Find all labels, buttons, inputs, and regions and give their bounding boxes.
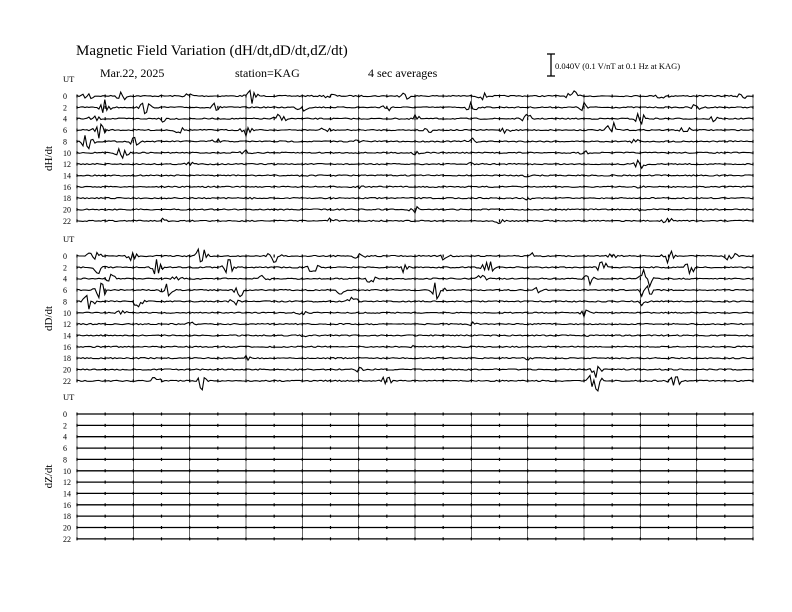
panel-name: dD/dt (43, 305, 55, 331)
hour-label: 20 (63, 365, 71, 375)
hour-label: 14 (63, 331, 71, 341)
hour-label: 12 (63, 478, 71, 488)
ut-label: UT (63, 392, 75, 402)
averaging-label: 4 sec averages (368, 66, 438, 80)
hour-label: 22 (63, 534, 71, 544)
hour-label: 8 (63, 455, 67, 465)
hour-label: 0 (63, 92, 67, 101)
hour-label: 4 (63, 274, 67, 284)
hour-label: 10 (63, 308, 71, 318)
hour-label: 0 (63, 410, 67, 419)
hour-label: 2 (63, 421, 67, 431)
hour-label: 4 (63, 114, 67, 124)
hour-label: 8 (63, 297, 67, 307)
hour-label: 16 (63, 342, 71, 352)
scale-bar-label: 0.040V (0.1 V/nT at 0.1 Hz at KAG) (555, 61, 681, 71)
hour-label: 0 (63, 252, 67, 261)
panel-dD-dt (43, 234, 753, 391)
ut-label: UT (63, 74, 75, 84)
panel-name: dZ/dt (43, 464, 55, 489)
hour-label: 6 (63, 286, 67, 296)
hour-label: 10 (63, 466, 71, 476)
hour-label: 12 (63, 320, 71, 330)
panel-dH-dt (43, 74, 753, 226)
hour-label: 22 (63, 216, 71, 226)
hour-label: 8 (63, 137, 67, 147)
hour-label: 18 (63, 194, 71, 204)
hour-label: 2 (63, 263, 67, 273)
hour-label: 20 (63, 523, 71, 533)
hour-label: 12 (63, 160, 71, 170)
chart-title: Magnetic Field Variation (dH/dt,dD/dt,dZ/dt) (76, 43, 348, 59)
hour-label: 18 (63, 354, 71, 364)
panels (43, 74, 753, 544)
hour-label: 14 (63, 489, 71, 499)
hour-label: 4 (63, 432, 67, 442)
hour-label: 18 (63, 512, 71, 522)
ut-label: UT (63, 234, 75, 244)
hour-label: 6 (63, 126, 67, 136)
hour-label: 16 (63, 182, 71, 192)
hour-label: 22 (63, 376, 71, 386)
hour-label: 10 (63, 148, 71, 158)
panel-dZ-dt (43, 392, 753, 544)
hour-label: 6 (63, 444, 67, 454)
panel-name: dH/dt (43, 145, 55, 171)
scale-bar (547, 54, 555, 76)
station-label: station=KAG (235, 66, 300, 80)
hour-label: 20 (63, 205, 71, 215)
date-label: Mar.22, 2025 (100, 66, 165, 80)
hour-label: 2 (63, 103, 67, 113)
hour-label: 14 (63, 171, 71, 181)
hour-label: 16 (63, 500, 71, 510)
